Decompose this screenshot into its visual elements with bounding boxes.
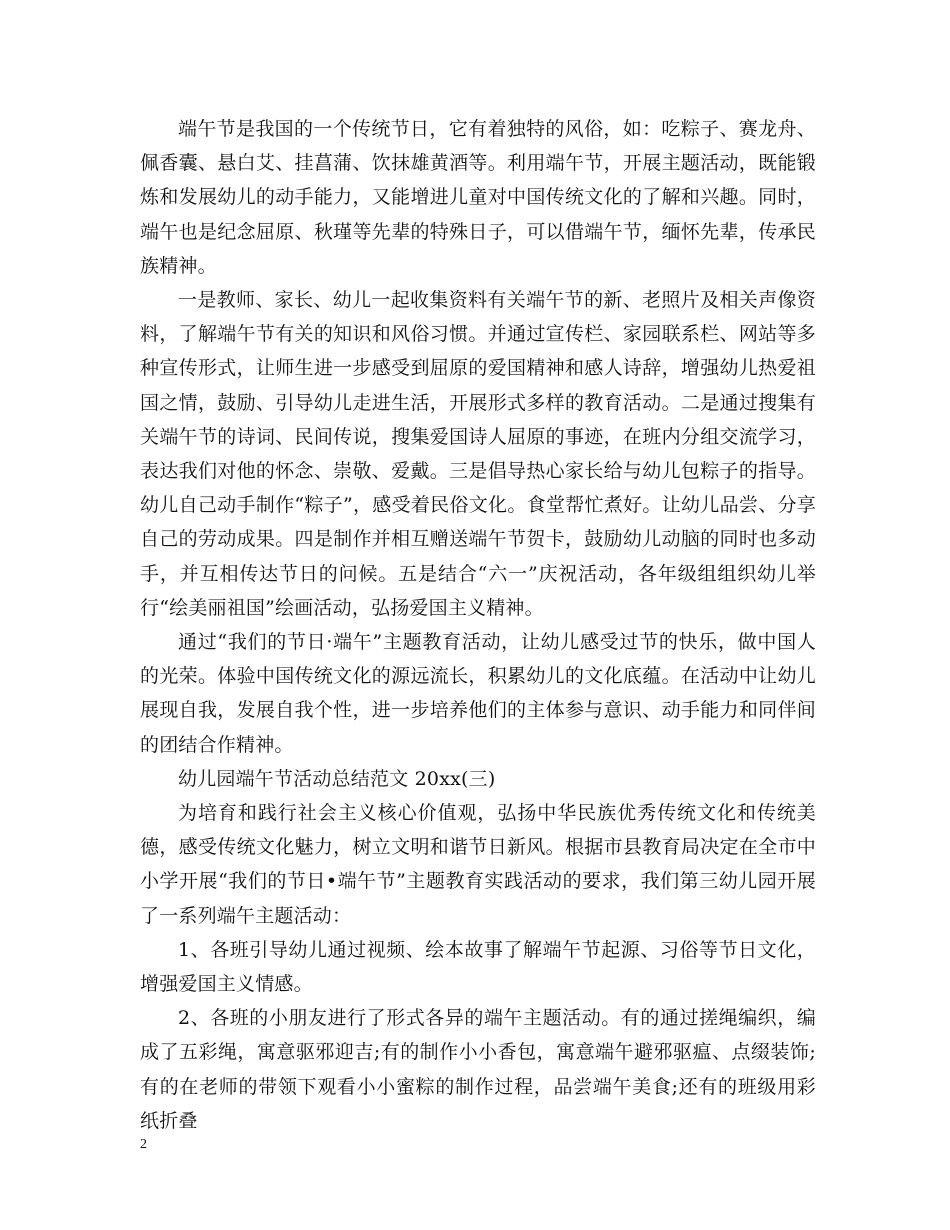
paragraph-summary: 通过“我们的节日·端午”主题教育活动，让幼儿感受过节的快乐，做中国人的光荣。体验中国传统文化的源远流长，积累幼儿的文化底蕴。在活动中让幼儿展现自我，发展自我个性，进一步培养他们的主体参与意识、动手能力和同伴间的团结合作精神。	[140, 631, 816, 756]
section-heading: 幼儿园端午节活动总结范文 20xx(三)	[178, 767, 496, 790]
paragraph-activities: 一是教师、家长、幼儿一起收集资料有关端午节的新、老照片及相关声像资料，了解端午节有关的知识和风俗习惯。并通过宣传栏、家园联系栏、网站等多种宣传形式，让师生进一步感受到屈原的爱国精神和感人诗辞，增强幼儿热爱祖国之情，鼓励、引导幼儿走进生活，开展形式多样的教育活动。二是通过搜集有关端午节的诗词、民间传说，搜集爱国诗人屈原的事迹，在班内分组交流学习，表达我们对他的怀念、崇敬、爱戴。三是倡导热心家长给与幼儿包粽子的指导。幼儿自己动手制作“粽子”，感受着民俗文化。食堂帮忙煮好。让幼儿品尝、分享自己的劳动成果。四是制作并相互赠送端午节贺卡，鼓励幼儿动脑的同时也多动手，并互相传达节日的问候。五是结合“六一”庆祝活动，各年级组组织幼儿举行“绘美丽祖国”绘画活动，弘扬爱国主义精神。	[140, 289, 816, 619]
page-number: 2	[140, 1137, 147, 1152]
document-body	[140, 112, 816, 1138]
paragraph-item-2: 2、各班的小朋友进行了形式各异的端午主题活动。有的通过搓绳编织，编成了五彩绳，寓意驱邪迎吉;有的制作小小香包，寓意端午避邪驱瘟、点缀装饰;有的在老师的带领下观看小小蜜粽的制作过程，品尝端午美食;还有的班级用彩纸折叠	[140, 1007, 816, 1132]
paragraph-item-1: 1、各班引导幼儿通过视频、绘本故事了解端午节起源、习俗等节日文化，增强爱国主义情感。	[140, 938, 816, 996]
paragraph-intro: 端午节是我国的一个传统节日，它有着独特的风俗，如：吃粽子、赛龙舟、佩香囊、悬白艾、挂菖蒲、饮抹雄黄酒等。利用端午节，开展主题活动，既能锻炼和发展幼儿的动手能力，又能增进儿童对中国传统文化的了解和兴趣。同时，端午也是纪念屈原、秋瑾等先辈的特殊日子，可以借端午节，缅怀先辈，传承民族精神。	[140, 118, 816, 277]
paragraph-background: 为培育和践行社会主义核心价值观，弘扬中华民族优秀传统文化和传统美德，感受传统文化魅力，树立文明和谐节日新风。根据市县教育局决定在全市中小学开展“我们的节日•端午节”主题教育实践活动的要求，我们第三幼儿园开展了一系列端午主题活动：	[140, 802, 816, 927]
